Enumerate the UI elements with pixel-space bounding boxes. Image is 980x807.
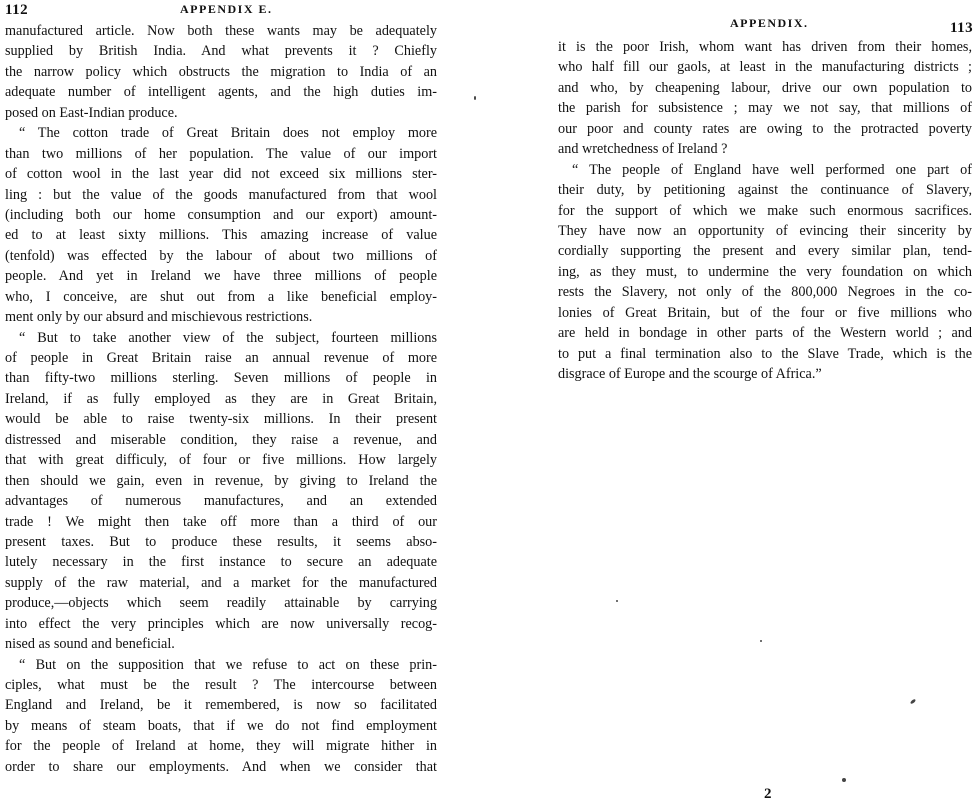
text-line: advantages of numerous manufactures, and an extended xyxy=(5,493,437,510)
left-page-body xyxy=(5,21,437,777)
text-line: of cotton wool in the last year did not exceed six millions ster- xyxy=(5,166,437,183)
text-line: would be able to raise twenty-six millions. In their present xyxy=(5,411,437,428)
text-line: it is the poor Irish, whom want has driven from their homes, xyxy=(558,39,972,55)
text-line: “ But on the supposition that we refuse to act on these prin- xyxy=(19,656,437,673)
text-line: of people in Great Britain raise an annual revenue of more xyxy=(5,350,437,366)
page-number-left: 112 xyxy=(5,2,29,18)
text-line: disgrace of Europe and the scourge of Africa.” xyxy=(558,366,822,382)
text-line: that with great difficuly, of four or five millions. How largely xyxy=(5,452,437,469)
text-line: distressed and miserable condition, they raise a revenue, and xyxy=(5,431,437,448)
text-line: are held in bondage in other parts of the Western world ; and xyxy=(558,325,972,342)
text-line: rests the Slavery, not only of the 800,000 Negroes in the co- xyxy=(558,284,972,301)
text-line: They have now an opportunity of evincing their sincerity by xyxy=(558,222,972,239)
text-line: (including both our home consumption and our export) amount- xyxy=(5,206,437,223)
text-line: supply of the raw material, and a market for the manufactured xyxy=(5,574,437,591)
text-line: posed on East-Indian produce. xyxy=(5,104,178,121)
text-line: for the people of Ireland at home, they will migrate hither in xyxy=(5,738,437,755)
text-line: ing, as they must, to undermine the very foundation on which xyxy=(558,263,972,280)
text-line: the narrow policy which obstructs the migration to India of an xyxy=(5,63,437,80)
text-line: supplied by British India. And what prevents it ? Chiefly xyxy=(5,43,437,60)
text-line: adequate number of intelligent agents, and the high duties im- xyxy=(5,84,437,101)
text-line: and wretchedness of Ireland ? xyxy=(558,141,728,158)
text-line: ment only by our absurd and mischievous restrictions. xyxy=(5,309,313,326)
text-line: by means of steam boats, that if we do not find employment xyxy=(5,717,437,734)
paper-speck xyxy=(474,96,476,100)
text-line: manufactured article. Now both these wants may be adequately xyxy=(5,23,437,39)
text-line: Ireland, if as fully employed as they are in Great Britain, xyxy=(5,390,437,407)
text-line: ed to at least sixty millions. This amazing increase of value xyxy=(5,227,437,244)
signature-mark: 2 xyxy=(764,786,772,802)
text-line: “ The people of England have well performed one part of xyxy=(572,161,972,178)
text-line: into effect the very principles which are now universally recog- xyxy=(5,615,437,632)
text-line: produce,—objects which seem readily attainable by carrying xyxy=(5,595,437,612)
page-number-right: 113 xyxy=(950,20,974,36)
text-line: their duty, by petitioning against the continuance of Slavery, xyxy=(558,182,972,199)
text-line: who half fill our gaols, at least in the manufacturing districts ; xyxy=(558,59,972,76)
paper-speck xyxy=(910,698,917,704)
text-line: and who, by cheapening labour, drive our own population to xyxy=(558,79,972,96)
text-line: for the support of which we make such enormous sacrifices. xyxy=(558,202,972,219)
text-line: ciples, what must be the result ? The intercourse between xyxy=(5,677,437,693)
text-line: ling : but the value of the goods manufactured from that wool xyxy=(5,186,437,203)
text-line: order to share our employments. And when we consider that xyxy=(5,758,437,775)
paper-speck xyxy=(842,778,846,782)
running-head-right: APPENDIX. xyxy=(730,16,809,30)
text-line: (tenfold) was effected by the labour of about two millions of xyxy=(5,247,437,264)
text-line: than two millions of her population. The value of our import xyxy=(5,145,437,162)
text-line: present taxes. But to produce these results, it seems abso- xyxy=(5,533,437,550)
text-line: lonies of Great Britain, but of the four or five millions who xyxy=(558,304,972,321)
text-line: trade ! We might then take off more than a third of our xyxy=(5,513,437,530)
text-line: who, I conceive, are shut out from a like beneficial employ- xyxy=(5,288,437,305)
text-line: cordially supporting the present and every similar plan, tend- xyxy=(558,243,972,260)
running-head-left: APPENDIX E. xyxy=(180,2,273,16)
text-line: than fifty-two millions sterling. Seven millions of people in xyxy=(5,370,437,387)
text-line: “ But to take another view of the subject, fourteen millions xyxy=(19,329,437,346)
text-line: “ The cotton trade of Great Britain does not employ more xyxy=(19,125,437,142)
text-line: nised as sound and beneficial. xyxy=(5,636,175,653)
text-line: the parish for subsistence ; may we not say, that millions of xyxy=(558,100,972,117)
paper-speck xyxy=(616,600,618,602)
paper-speck xyxy=(760,640,762,642)
text-line: then should we gain, even in revenue, by giving to Ireland the xyxy=(5,472,437,489)
text-line: England and Ireland, be it remembered, is now so facilitated xyxy=(5,697,437,714)
text-line: our poor and county rates are owing to the protracted poverty xyxy=(558,120,972,137)
text-line: people. And yet in Ireland we have three millions of people xyxy=(5,268,437,285)
text-line: to put a final termination also to the Slave Trade, which is the xyxy=(558,345,972,362)
text-line: lutely necessary in the first instance to secure an adequate xyxy=(5,554,437,571)
right-page-body xyxy=(558,37,972,384)
